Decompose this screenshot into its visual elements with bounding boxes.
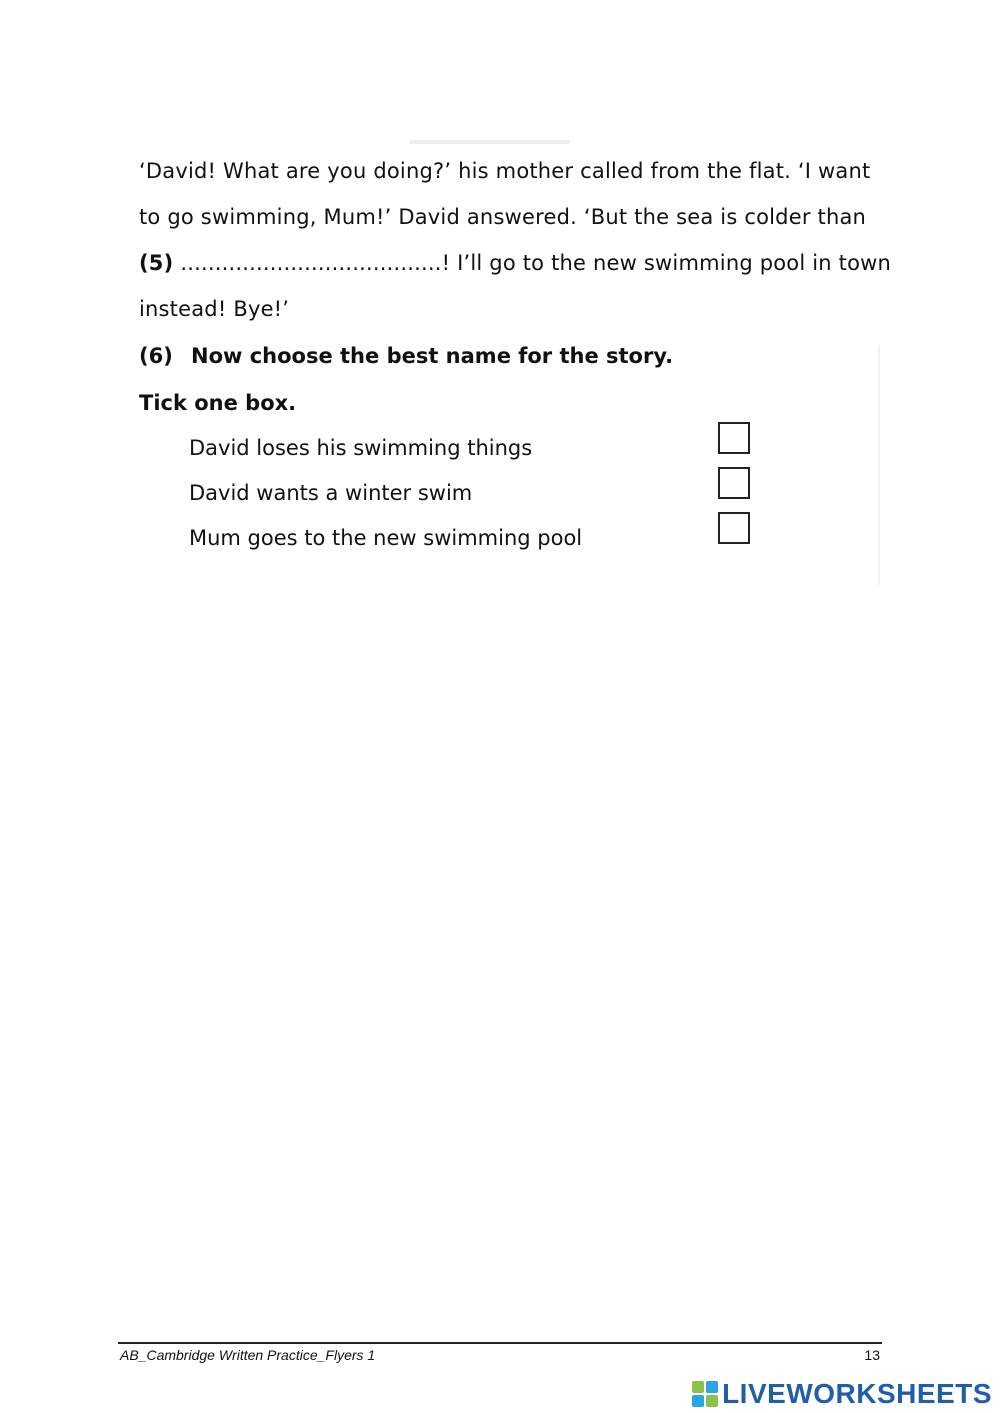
story-line-3-text: ! I’ll go to the new swimming pool in town — [441, 251, 892, 275]
footer-title: AB_Cambridge Written Practice_Flyers 1 — [120, 1347, 376, 1363]
story-line-1: ‘David! What are you doing?’ his mother called from the flat. ‘I want — [139, 159, 871, 183]
answer-blank-5[interactable]: ...................................... — [180, 251, 442, 275]
option-3-label: Mum goes to the new swimming pool — [189, 526, 583, 550]
liveworksheets-brand — [692, 1378, 992, 1410]
page-number: 13 — [864, 1347, 880, 1363]
tick-instruction: Tick one box. — [139, 391, 297, 415]
question-6-heading — [139, 342, 673, 370]
story-line-4: instead! Bye!’ — [139, 297, 290, 321]
story-line-3 — [139, 249, 891, 277]
brand-name: LIVEWORKSHEETS — [722, 1378, 992, 1409]
option-2-checkbox[interactable] — [718, 467, 750, 499]
question-6-number: (6) — [139, 344, 173, 368]
option-1-label: David loses his swimming things — [189, 436, 533, 460]
liveworksheets-logo-icon — [692, 1381, 718, 1407]
question-6-text: Now choose the best name for the story. — [191, 344, 674, 368]
scan-edge-artifact — [878, 345, 880, 585]
option-3-checkbox[interactable] — [718, 512, 750, 544]
scan-artifact — [410, 140, 570, 144]
option-1-checkbox[interactable] — [718, 422, 750, 454]
footer-divider — [118, 1342, 882, 1344]
story-line-2: to go swimming, Mum!’ David answered. ‘But the sea is colder than — [139, 205, 867, 229]
option-2-label: David wants a winter swim — [189, 481, 473, 505]
question-5-number: (5) — [139, 251, 174, 275]
